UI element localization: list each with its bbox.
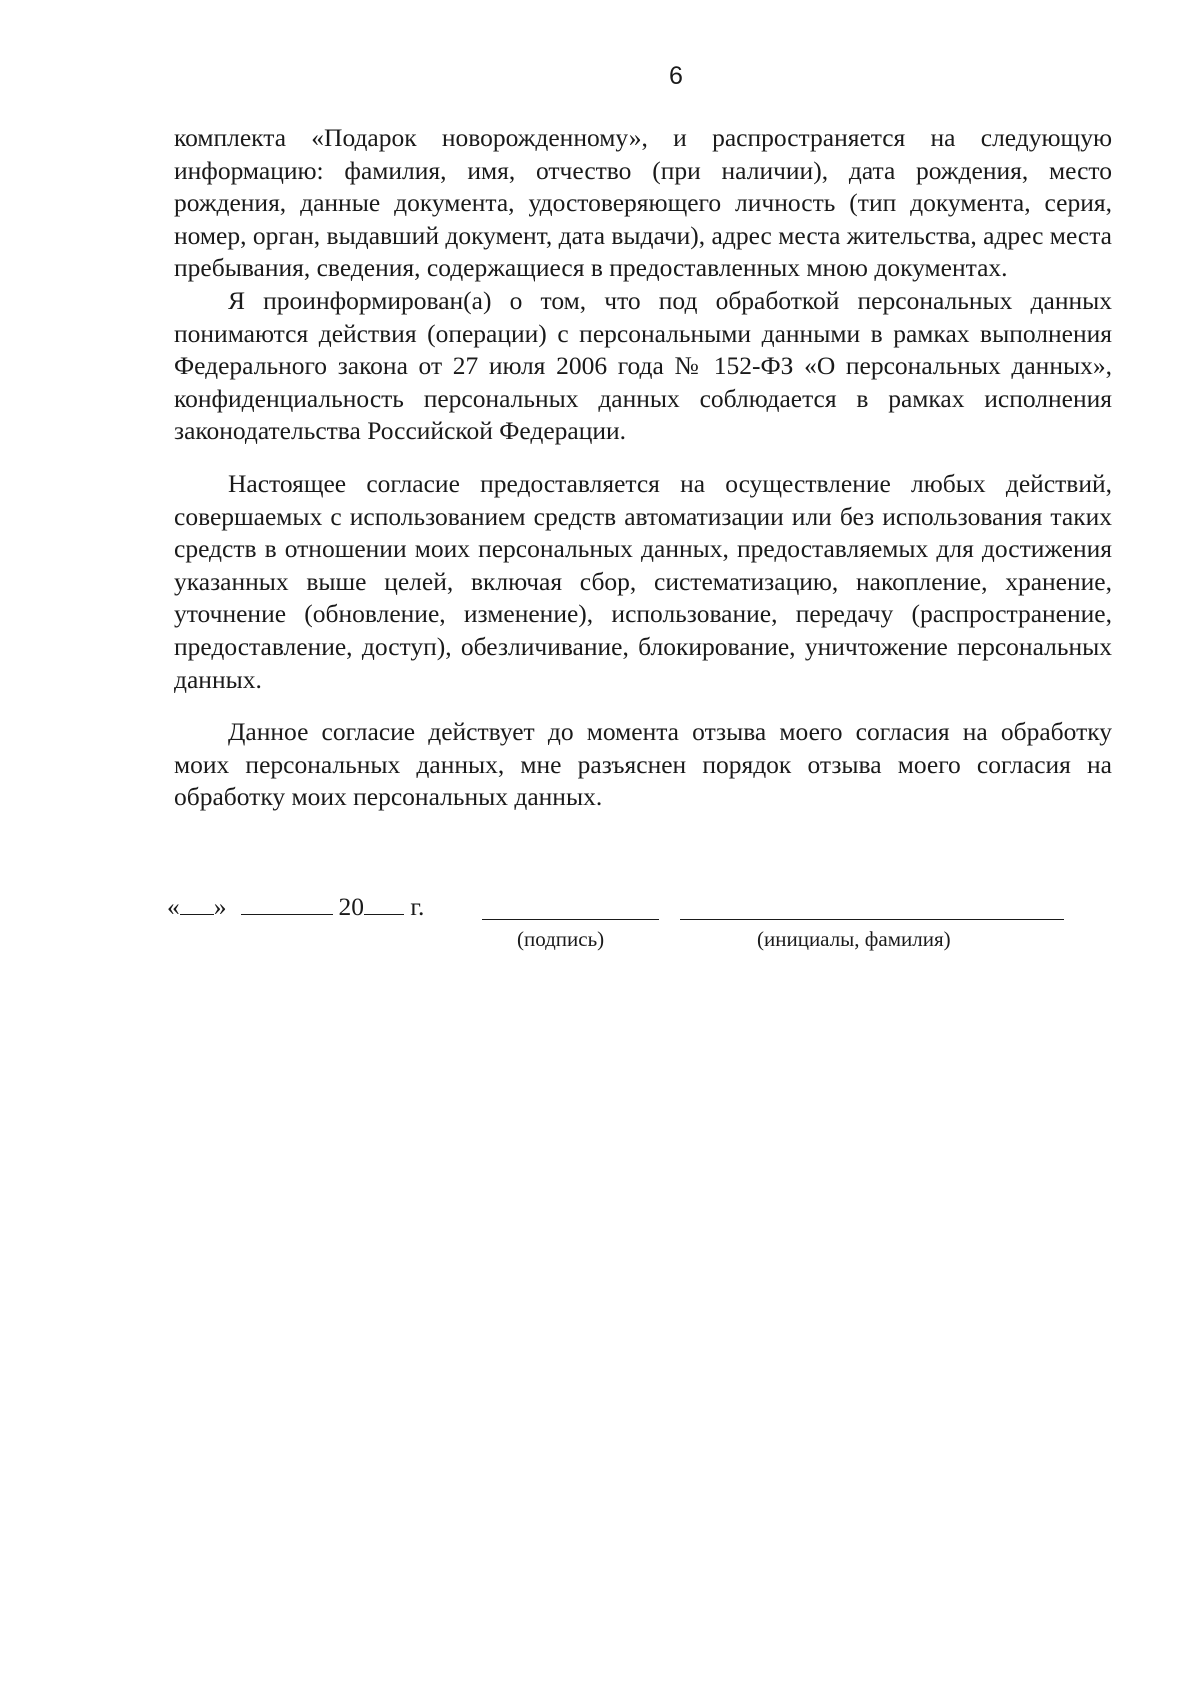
paragraph-data-scope: комплекта «Подарок новорожденному», и распространяется на следующую информацию: фамилия, имя, отчество (при наличии), дата рождения, место рождения, данные документа, удостоверяющего личность (тип документа, серия, номер, орган, выдавший документ, дата выдачи), адрес места жительства, адрес места пребывания, сведения, содержащиеся в предоставленных мною документах.	[174, 123, 1112, 283]
year-prefix: 20	[338, 892, 364, 921]
document-body	[174, 122, 1112, 814]
quote-open: «	[167, 892, 180, 921]
year-blank	[364, 892, 404, 915]
name-caption: (инициалы, фамилия)	[757, 927, 951, 951]
signature-block	[167, 892, 1117, 962]
month-blank	[241, 892, 333, 915]
date-field	[167, 892, 424, 922]
paragraph-consent-scope: Настоящее согласие предоставляется на осуществление любых действий, совершаемых с использованием средств автоматизации или без использования таких средств в отношении моих персональных данных, предоставляемых для достижения указанных выше целей, включая сбор, систематизацию, накопление, хранение, уточнение (обновление, изменение), использование, передачу (распространение, предоставление, доступ), обезличивание, блокирование, уничтожение персональных данных.	[174, 468, 1112, 694]
year-suffix: г.	[410, 892, 425, 921]
signature-line	[482, 919, 659, 920]
name-line	[680, 919, 1064, 920]
day-blank	[180, 892, 214, 915]
quote-close: »	[213, 892, 227, 921]
paragraph-processing-definition: Я проинформирован(а) о том, что под обработкой персональных данных понимаются действия (операции) с персональными данными в рамках выполнения Федерального закона от 27 июля 2006 года № 152-ФЗ «О персональных данных», конфиденциальность персональных данных соблюдается в рамках исполнения законодательства Российской Федерации.	[174, 285, 1112, 446]
signature-caption: (подпись)	[517, 927, 605, 951]
paragraph-consent-validity: Данное согласие действует до момента отзыва моего согласия на обработку моих персональных данных, мне разъяснен порядок отзыва моего согласия на обработку моих персональных данных.	[174, 717, 1112, 812]
page-number: 6	[669, 62, 683, 90]
